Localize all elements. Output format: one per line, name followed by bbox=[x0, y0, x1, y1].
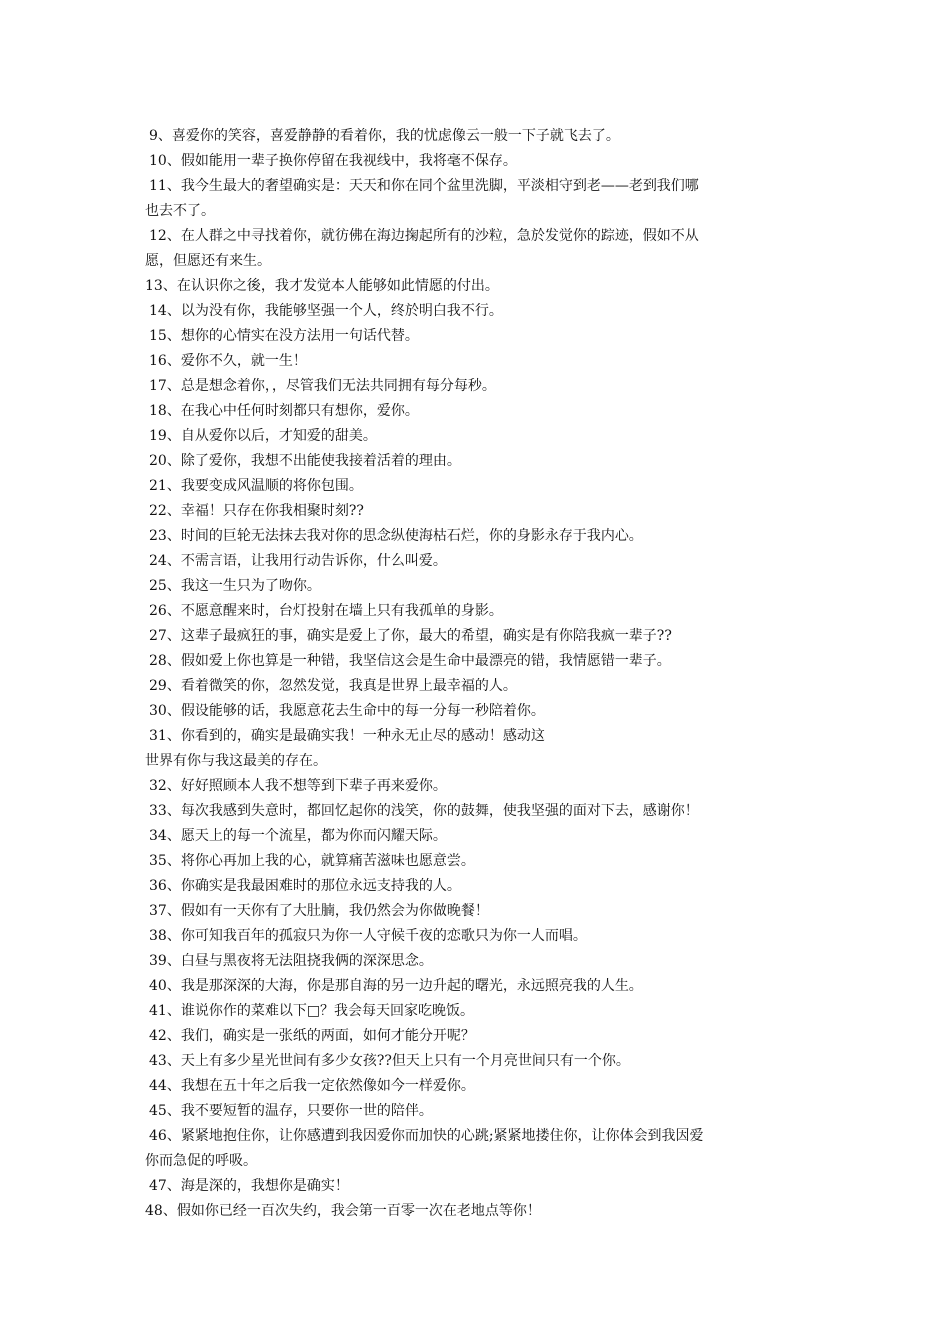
text-line: 37、假如有一天你有了大肚腩，我仍然会为你做晚餐！ bbox=[149, 903, 489, 919]
text-line: 21、我要变成风温顺的将你包围。 bbox=[149, 478, 363, 494]
text-line: 41、谁说你作的菜难以下□？我会每天回家吃晚饭。 bbox=[149, 1003, 475, 1019]
text-line: 19、自从爱你以后，才知爱的甜美。 bbox=[149, 428, 377, 444]
text-line: 27、这辈子最疯狂的事，确实是爱上了你，最大的希望，确实是有你陪我疯一辈子?? bbox=[149, 628, 672, 644]
text-line: 43、天上有多少星光世间有多少女孩??但天上只有一个月亮世间只有一个你。 bbox=[149, 1053, 630, 1069]
text-line: 10、假如能用一辈子换你停留在我视线中，我将毫不保存。 bbox=[149, 153, 517, 169]
text-line: 你而急促的呼吸。 bbox=[145, 1153, 257, 1169]
text-line: 31、你看到的，确实是最确实我！一种永无止尽的感动！感动这 bbox=[149, 728, 545, 744]
text-line: 22、幸福！只存在你我相聚时刻?? bbox=[149, 503, 364, 519]
text-line: 35、将你心再加上我的心，就算痛苦滋味也愿意尝。 bbox=[149, 853, 475, 869]
text-line: 18、在我心中任何时刻都只有想你，爱你。 bbox=[149, 403, 419, 419]
text-line: 17、总是想念着你，，尽管我们无法共同拥有每分每秒。 bbox=[149, 378, 496, 394]
text-line: 47、海是深的，我想你是确实！ bbox=[149, 1178, 349, 1194]
text-line: 46、紧紧地抱住你，让你感遭到我因爱你而加快的心跳;紧紧地搂住你，让你体会到我因爱 bbox=[149, 1128, 704, 1144]
text-line: 40、我是那深深的大海，你是那自海的另一边升起的曙光，永远照亮我的人生。 bbox=[149, 978, 643, 994]
text-line: 48、假如你已经一百次失约，我会第一百零一次在老地点等你！ bbox=[145, 1203, 541, 1219]
text-line: 也去不了。 bbox=[145, 203, 215, 219]
text-line: 14、以为没有你，我能够坚强一个人，终於明白我不行。 bbox=[149, 303, 503, 319]
text-line: 23、时间的巨轮无法抹去我对你的思念纵使海枯石烂，你的身影永存于我内心。 bbox=[149, 528, 643, 544]
text-line: 44、我想在五十年之后我一定依然像如今一样爱你。 bbox=[149, 1078, 475, 1094]
text-line: 13、在认识你之後，我才发觉本人能够如此情愿的付出。 bbox=[145, 278, 499, 294]
text-line: 26、不愿意醒来时，台灯投射在墙上只有我孤单的身影。 bbox=[149, 603, 503, 619]
text-line: 33、每次我感到失意时，都回忆起你的浅笑，你的鼓舞，使我坚强的面对下去，感谢你！ bbox=[149, 803, 699, 819]
text-line: 32、好好照顾本人我不想等到下辈子再来爱你。 bbox=[149, 778, 447, 794]
text-line: 15、想你的心情实在没方法用一句话代替。 bbox=[149, 328, 419, 344]
text-line: 45、我不要短暂的温存，只要你一世的陪伴。 bbox=[149, 1103, 433, 1119]
text-line: 9、喜爱你的笑容，喜爱静静的看着你，我的忧虑像云一般一下子就飞去了。 bbox=[149, 128, 620, 144]
text-line: 38、你可知我百年的孤寂只为你一人守候千夜的恋歌只为你一人而唱。 bbox=[149, 928, 587, 944]
text-line: 12、在人群之中寻找着你，就彷佛在海边掬起所有的沙粒，急於发觉你的踪迹，假如不从 bbox=[149, 228, 699, 244]
text-line: 34、愿天上的每一个流星，都为你而闪耀天际。 bbox=[149, 828, 447, 844]
text-line: 36、你确实是我最困难时的那位永远支持我的人。 bbox=[149, 878, 461, 894]
text-line: 16、爱你不久，就一生！ bbox=[149, 353, 307, 369]
text-line: 28、假如爱上你也算是一种错，我坚信这会是生命中最漂亮的错，我情愿错一辈子。 bbox=[149, 653, 671, 669]
text-line: 愿，但愿还有来生。 bbox=[145, 253, 271, 269]
text-line: 11、我今生最大的奢望确实是：天天和你在同个盆里洗脚，平淡相守到老——老到我们哪 bbox=[149, 178, 699, 194]
text-line: 世界有你与我这最美的存在。 bbox=[145, 753, 327, 769]
text-line: 30、假设能够的话，我愿意花去生命中的每一分每一秒陪着你。 bbox=[149, 703, 545, 719]
text-line: 42、我们，确实是一张纸的两面，如何才能分开呢？ bbox=[149, 1028, 475, 1044]
text-line: 39、白昼与黑夜将无法阻挠我俩的深深思念。 bbox=[149, 953, 433, 969]
text-line: 24、不需言语，让我用行动告诉你，什么叫爱。 bbox=[149, 553, 447, 569]
text-line: 25、我这一生只为了吻你。 bbox=[149, 578, 321, 594]
document-body bbox=[145, 124, 813, 1224]
text-line: 29、看着微笑的你，忽然发觉，我真是世界上最幸福的人。 bbox=[149, 678, 517, 694]
text-line: 20、除了爱你，我想不出能使我接着活着的理由。 bbox=[149, 453, 461, 469]
